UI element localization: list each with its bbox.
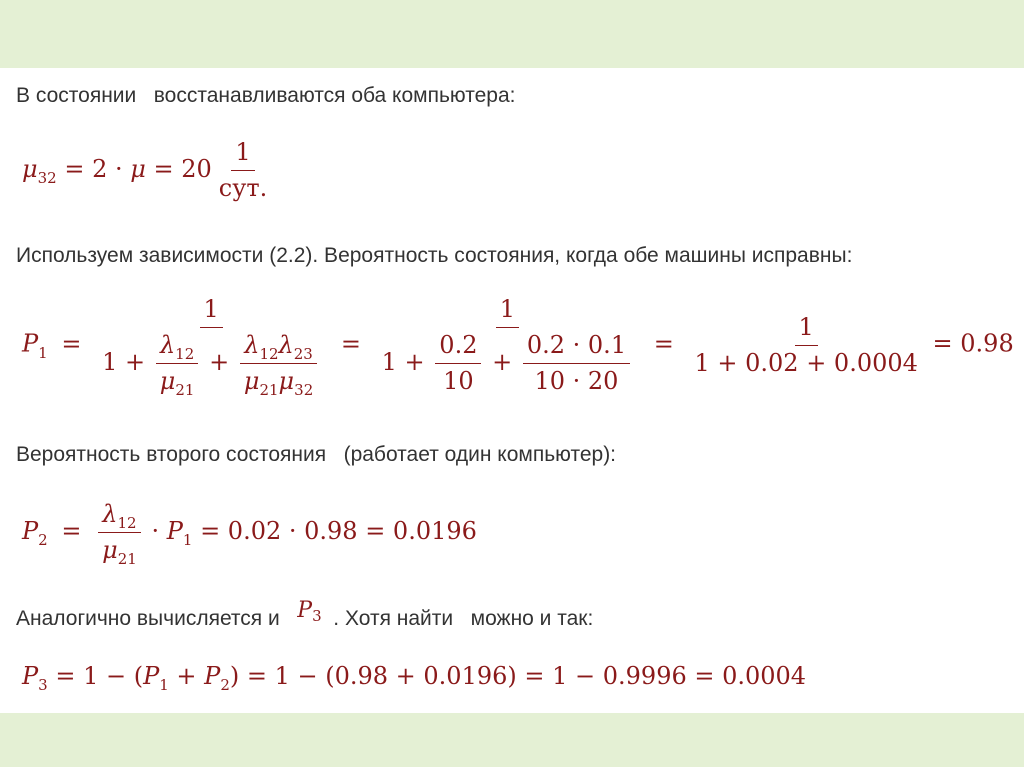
text-line-4: Аналогично вычисляется и P3 . Хотя найти можно и так: [16, 598, 594, 630]
equation-p3: $P_3 = 1 - (P_1 + P_2) = 1 - (0.98 + 0.0196) = 1 - 0.9996 = 0.0004$ [22, 662, 807, 694]
fraction-p1-numeric: 1 1 + $\frac{0.2}{10}$ + $\frac{0.2 \cdot 0.1}{10 \cdot 20}$ [378, 295, 637, 395]
equation-p2: $P_2$ = $\frac{\lambda_{12}}{\mu_{21}}$ · $P_1 = 0.02 \cdot 0.98 = 0.0196$ [22, 500, 477, 568]
p1-result: = 0.98 [932, 329, 1014, 358]
fraction-lambda-mu: $\frac{\lambda_{12}}{\mu_{21}}$ [98, 500, 141, 565]
fraction-p1-symbolic: 1 1 + $\frac{\lambda_{12}}{\mu_{21}}$ + $\frac{\lambda_{12}\lambda_{23}}{\mu_{21}\mu_{32}}$ [98, 295, 324, 395]
text-line-2: Используем зависимости (2.2). Вероятность состояния, когда обе машины исправны: [16, 244, 853, 267]
bottom-band [0, 713, 1024, 767]
text-line-1: В состоянии восстанавливаются оба компьютера: [16, 84, 516, 107]
inline-p3: P3 [297, 598, 322, 625]
equation-p1: $P_1$ = 1 1 + $\frac{\lambda_{12}}{\mu_{21}}$ + $\frac{\lambda_{12}\lambda_{23}}{\mu_{21}\mu_{32}}$ = 1 1 + $\frac{0.2}{10}$ + $\frac{0.2 \cdot 0.1}{10 \cdot 20}$ = $\frac{1}{1 + 0.02 + 0.0004}$ = 0.98 [22, 295, 1014, 399]
fraction-per-day: $\frac{1}{\text{сут.}}$ [218, 138, 268, 202]
equation-mu32: $\mu_{32} = 2 \cdot \mu = 20$ $\frac{1}{\text{сут.}}$ [22, 138, 274, 203]
text-line-3: Вероятность второго состояния (работает один компьютер): [16, 443, 617, 466]
fraction-p1-sum: $\frac{1}{1 + 0.02 + 0.0004}$ [694, 312, 918, 377]
top-band [0, 0, 1024, 68]
